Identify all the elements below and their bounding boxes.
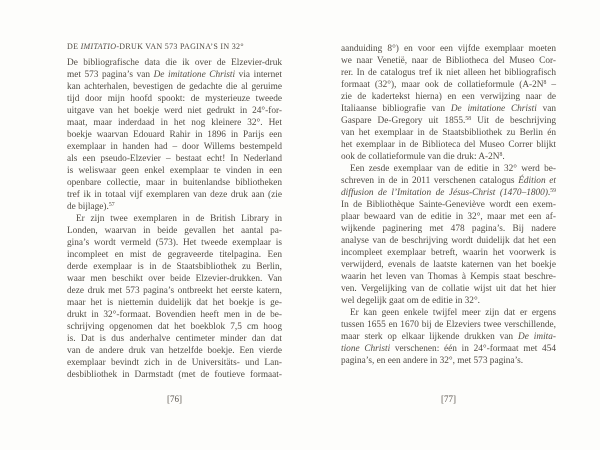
text-segment: Een zesde exemplaar van de editie in 32° werd be- (350, 164, 556, 174)
text-line (67, 357, 282, 369)
text-line (341, 115, 556, 127)
text-segment: aanduiding 8°) en voor een vijfde exemplaar moeten (341, 44, 556, 54)
text-segment: drukt in 32°-formaat. Bovendien heeft men in de be- (67, 310, 282, 320)
text-segment: tijd door mijn hoofd spookt: de mysterieuze tweede (67, 94, 282, 104)
text-segment: DE (67, 42, 81, 51)
text-line (67, 105, 282, 117)
text-segment: we naar Venetië, naar de Bibliotheca del Museo Cor- (341, 56, 556, 66)
text-segment: het exemplaar in de Biblioteca del Museo Correr blijkt (341, 140, 556, 150)
text-line (341, 343, 556, 355)
right-page-text (341, 43, 556, 367)
text-line (341, 331, 556, 343)
text-line (341, 247, 556, 259)
text-segment: gina’s wordt vermeld (573). Het tweede exemplaar is (67, 238, 282, 248)
text-segment: Italiaanse bibliografie van (341, 104, 451, 114)
text-line (341, 271, 556, 283)
italic-text: IMITATIO (80, 42, 117, 51)
text-line (341, 127, 556, 139)
text-segment: incompleet en mist de gegraveerde titelpagina. Een (67, 250, 282, 260)
text-segment: – (546, 80, 556, 90)
italic-text: Édition et (518, 176, 556, 186)
right-page (341, 0, 556, 450)
text-line (67, 177, 282, 189)
text-segment: via internet (235, 70, 283, 80)
section-heading (67, 41, 282, 53)
text-line (341, 355, 556, 367)
text-segment: Er kan geen enkele twijfel meer zijn dat er ergens (350, 308, 556, 318)
left-page-text (67, 57, 282, 381)
text-segment: Er zijn twee exemplaren in de British Library in (76, 214, 282, 224)
text-line (67, 165, 282, 177)
text-segment: incompleet exemplaar betreft, waarin het voorwerk is (341, 248, 556, 258)
text-line (67, 129, 282, 141)
text-segment: is weliswaar geen enkel exemplaar te vinden in een (67, 166, 282, 176)
text-line (341, 187, 556, 199)
footnote-reference: 8 (499, 152, 503, 159)
italic-text: De imita- (518, 332, 556, 342)
text-line (67, 285, 282, 297)
text-segment: schreven in de in 2011 verschenen catalogus (341, 176, 519, 186)
text-line (67, 249, 282, 261)
text-line (67, 41, 282, 53)
text-segment: plaar bewaard van de editie in 32°, maar met een af- (341, 212, 556, 222)
text-segment: . (502, 152, 505, 162)
text-segment: schrijving opgenomen dat het boekblok 7,5 cm hoog (67, 322, 282, 332)
text-line (67, 237, 282, 249)
text-segment: . (547, 188, 551, 198)
text-segment: analyse van de beschrijving wordt duidelijk dat het een (341, 236, 556, 246)
page-number-left: [76] (167, 394, 182, 404)
text-line (67, 369, 282, 381)
text-line (67, 189, 282, 201)
text-line (341, 199, 556, 211)
left-page (67, 0, 282, 450)
page-number-right: [77] (441, 394, 456, 404)
text-line (341, 43, 556, 55)
footnote-reference: 57 (108, 202, 115, 209)
text-line (67, 117, 282, 129)
text-line (341, 319, 556, 331)
text-segment: derde exemplaar is in de Staatsbibliothek zu Berlin, (67, 262, 282, 272)
text-segment: uitgave van het boekje werd niet gedrukt in 24°-for- (67, 106, 282, 116)
text-line (341, 91, 556, 103)
text-line (67, 309, 282, 321)
text-line (341, 223, 556, 235)
italic-text: tione Christi (341, 344, 391, 354)
text-segment: de bijlage). (67, 202, 109, 212)
footnote-reference: 59 (550, 188, 556, 195)
text-segment: is. Dat is dus anderhalve centimeter minder dan dat (67, 334, 282, 344)
text-segment: kan achterhalen, bevestigen de gedachte die al geruime (67, 82, 282, 92)
text-segment: desbibliothek in Darmstadt (met de foutieve formaat- (67, 370, 282, 380)
text-segment: pagina’s, en een andere in 32°, met 573 pagina’s. (341, 356, 524, 366)
text-segment: maar sterk op elkaar lijkende drukken van (341, 332, 519, 342)
text-line (341, 163, 556, 175)
text-segment: Uit de beschrijving (471, 116, 556, 126)
text-line (67, 225, 282, 237)
text-line (341, 283, 556, 295)
text-line (341, 211, 556, 223)
footnote-reference: 8 (543, 80, 547, 87)
italic-text: De imitatione Christi (153, 70, 236, 80)
footnote-reference: 58 (465, 116, 472, 123)
text-line (67, 81, 282, 93)
text-line (341, 139, 556, 151)
text-segment: van het exemplaar in de Staatsbibliothek zu Berlin én (341, 128, 556, 138)
text-segment: In de Bibliothèque Sainte-Geneviève wordt een exem- (341, 200, 556, 210)
text-segment: maat, maar inderdaad in het nog kleinere 32°. Het (67, 118, 282, 128)
italic-text: diffusion de l’Imitation de Jésus-Christ (1470–1800) (341, 188, 548, 198)
text-line (67, 57, 282, 69)
text-line (67, 153, 282, 165)
text-segment: De bibliografische data die ik over de Elzevier-druk (67, 58, 282, 68)
text-segment: boekje waarvan Edouard Rahir in 1896 in Parijs een (67, 130, 282, 140)
text-line (341, 235, 556, 247)
text-line (67, 273, 282, 285)
text-segment: verwijderd, evenals de laatste katernen van het boekje (341, 260, 556, 270)
text-segment: ook de collatieformule van die druk: A-2N (341, 152, 500, 162)
text-line (341, 307, 556, 319)
text-line (67, 297, 282, 309)
text-line (341, 259, 556, 271)
text-segment: met 573 pagina’s van (67, 70, 154, 80)
text-segment: tussen 1655 en 1670 bij de Elzeviers twee verschillende, (341, 320, 556, 330)
text-segment: openbare collectie, maar in buitenlandse bibliotheken (67, 178, 282, 188)
italic-text: De imitatione Christi (450, 104, 537, 114)
text-line (341, 175, 556, 187)
text-segment: als een pseudo-Elzevier – bestaat echt! In Nederland (67, 154, 282, 164)
text-segment: Londen, waarvan in beide gevallen het aantal pa- (67, 226, 282, 236)
text-segment: wel degelijk gaat om de editie in 32°. (341, 296, 480, 306)
text-segment: zie de kadertekst hierna) en een verwijzing naar de (341, 92, 556, 102)
text-segment: deze druk met 573 pagina’s ontbreekt het eerste katern, (67, 286, 282, 296)
text-line (67, 321, 282, 333)
text-segment: waar men beschikt over beide Elzevier-drukken. Van (67, 274, 282, 284)
text-segment: wijkende paginering met 478 pagina’s. Bij nadere (341, 224, 556, 234)
text-line (67, 201, 282, 213)
text-segment: -DRUK VAN 573 PAGINA’S IN 32° (116, 42, 244, 51)
text-segment: exemplaar bevindt zich in de Universitäts- und Lan- (67, 358, 282, 368)
text-line (67, 69, 282, 81)
text-line (67, 213, 282, 225)
text-line (67, 141, 282, 153)
text-line (67, 261, 282, 273)
text-line (67, 345, 282, 357)
text-segment: verschenen: één in 24°-formaat met 454 (390, 344, 556, 354)
text-segment: maar het is niettemin duidelijk dat het boekje is ge- (67, 298, 282, 308)
text-segment: Gaspare De-Gregory uit 1855. (341, 116, 466, 126)
text-line (341, 295, 556, 307)
text-segment: ven. Vergelijking van de collatie wijst uit dat het hier (341, 284, 556, 294)
text-line (341, 67, 556, 79)
text-line (341, 79, 556, 91)
text-segment: van (536, 104, 557, 114)
text-segment: van de andere druk van hetzelfde boekje. Een vierde (67, 346, 282, 356)
text-segment: waarin het leven van Thomas à Kempis staat beschre- (341, 272, 556, 282)
text-line (341, 103, 556, 115)
text-segment: exemplaar in handen had – door Willems bestempeld (67, 142, 282, 152)
text-segment: formaat (32°), maar ook de collatieformule (A-2N (341, 80, 544, 90)
text-line (67, 93, 282, 105)
text-line (67, 333, 282, 345)
text-line (341, 55, 556, 67)
text-segment: rer. In de catalogus tref ik niet alleen het bibliografisch (341, 68, 556, 78)
text-line (341, 151, 556, 163)
text-segment: tref ik in totaal vijf exemplaren van deze druk aan (zie (67, 190, 282, 200)
